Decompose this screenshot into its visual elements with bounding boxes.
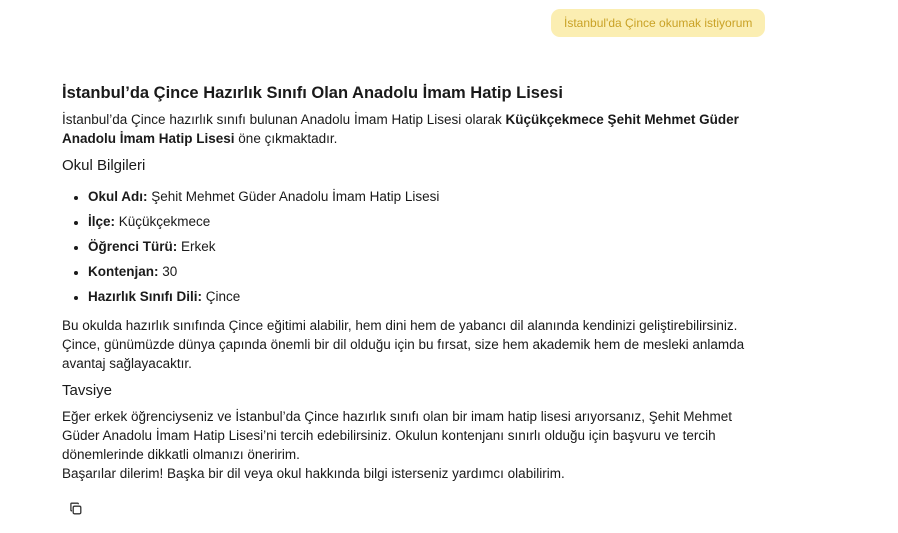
item-value: Şehit Mehmet Güder Anadolu İmam Hatip Lisesi [147,189,440,204]
tip-paragraph: Eğer erkek öğrenciyseniz ve İstanbul’da Çince hazırlık sınıfı olan bir imam hatip lisesi arıyorsanız, Şehit Mehmet Güder Anadolu İmam Hatip Lisesi’ni tercih edebilirsiniz. Okulun kontenjanı sınırlı olduğu için başvuru ve tercih dönemlerinde dikkatli olmanızı öneririm. [62,409,733,462]
copy-button[interactable] [68,501,84,517]
item-value: Küçükçekmece [115,214,211,229]
item-label: Okul Adı: [88,189,148,204]
tip-heading: Tavsiye [62,382,113,399]
info-heading: Okul Bilgileri [62,157,146,174]
assistant-answer [62,80,762,483]
list-item [88,212,762,231]
copy-icon [68,501,84,517]
item-label: İlçe: [88,214,116,229]
user-message-bubble [551,9,765,37]
item-label: Öğrenci Türü: [88,239,178,254]
list-item [88,187,762,206]
answer-intro [62,110,762,148]
list-item [88,237,762,256]
item-label: Hazırlık Sınıfı Dili: [88,289,203,304]
closing-text: Başarılar dilerim! Başka bir dil veya okul hakkında bilgi isterseniz yardımcı olabilirim. [62,466,565,481]
list-item [88,262,762,281]
list-item [88,287,762,306]
user-message-text: İstanbul'da Çince okumak istiyorum [564,16,753,30]
intro-school-name: Küçükçekmece Şehit Mehmet Güder Anadolu İmam Hatip Lisesi [62,112,739,146]
item-value: 30 [158,264,178,279]
intro-text: İstanbul’da Çince hazırlık sınıfı bulunan Anadolu İmam Hatip Lisesi olarak [62,112,506,127]
intro-text-end: öne çıkmaktadır. [234,131,338,146]
item-value: Çince [202,289,241,304]
item-label: Kontenjan: [88,264,159,279]
item-value: Erkek [177,239,216,254]
answer-paragraph: Bu okulda hazırlık sınıfında Çince eğitimi alabilir, hem dini hem de yabancı dil alanında kendinizi geliştirebilirsiniz. Çince, günümüzde dünya çapında önemli bir dil olduğu için bu fırsat, size hem akademik hem de mesleki anlamda avantaj sağlayacaktır. [62,318,745,371]
answer-title: İstanbul’da Çince Hazırlık Sınıfı Olan Anadolu İmam Hatip Lisesi [62,84,563,102]
info-list [62,187,762,306]
